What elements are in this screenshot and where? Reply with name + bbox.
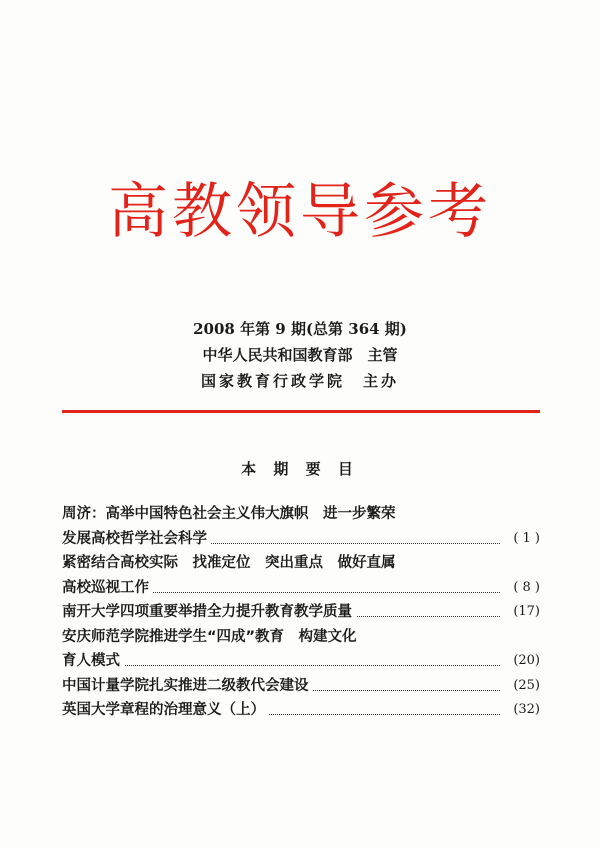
toc-entry-title: 南开大学四项重要举措全力提升教育教学质量 xyxy=(62,604,356,620)
toc-entry[interactable] xyxy=(62,576,540,601)
toc-entry[interactable] xyxy=(62,551,540,576)
toc-entry[interactable] xyxy=(62,674,540,699)
toc-entry-title: 紧密结合高校实际 找准定位 突出重点 做好直属 xyxy=(62,555,400,571)
toc-page-number: ( 1 ) xyxy=(509,527,540,552)
table-of-contents xyxy=(62,502,540,723)
toc-entry-title: 发展高校哲学社会科学 xyxy=(62,531,211,547)
dot-leader xyxy=(62,665,500,666)
toc-page-number: (17) xyxy=(509,600,540,625)
toc-entry-title: 中国计量学院扎实推进二级教代会建设 xyxy=(62,678,313,694)
toc-entry-title: 育人模式 xyxy=(62,653,124,669)
toc-entry-title: 英国大学章程的治理意义（上） xyxy=(62,702,269,718)
contents-heading: 本 期 要 目 xyxy=(241,460,359,478)
toc-entry[interactable] xyxy=(62,625,540,650)
toc-page-number: (20) xyxy=(509,649,540,674)
toc-entry-title: 高校巡视工作 xyxy=(62,580,153,596)
toc-page-number: (32) xyxy=(509,698,540,723)
issue-number: 2008 年第 9 期(总第 364 期) xyxy=(193,320,407,338)
toc-entry[interactable] xyxy=(62,502,540,527)
sponsor-line: 中华人民共和国教育部 主管 xyxy=(202,346,398,364)
sponsor-line: 国家教育行政学院 主办 xyxy=(200,372,399,390)
toc-entry[interactable] xyxy=(62,698,540,723)
toc-page-number: (25) xyxy=(509,674,540,699)
masthead-title: 高教领导参考 xyxy=(108,177,492,247)
red-divider xyxy=(62,410,540,413)
toc-entry[interactable] xyxy=(62,649,540,674)
toc-entry[interactable] xyxy=(62,527,540,552)
toc-entry-title: 安庆师范学院推进学生“四成”教育 构建文化 xyxy=(62,629,361,645)
toc-entry[interactable] xyxy=(62,600,540,625)
toc-page-number: ( 8 ) xyxy=(509,576,540,601)
toc-entry-title: 周济：高举中国特色社会主义伟大旗帜 进一步繁荣 xyxy=(62,506,400,522)
